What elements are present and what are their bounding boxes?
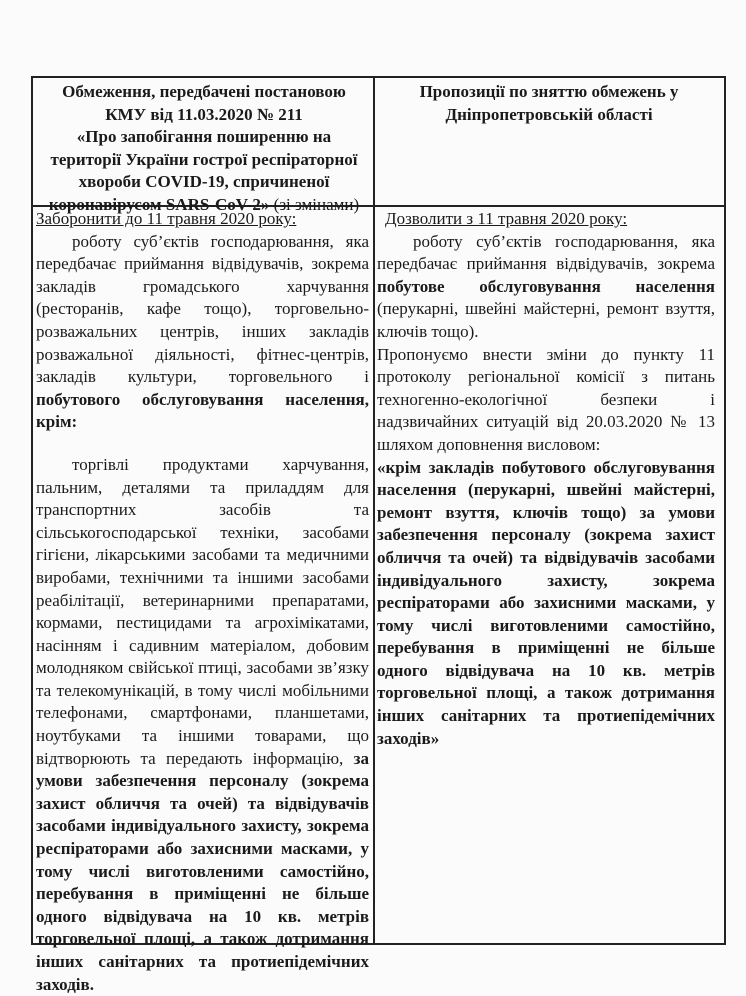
left-column-body bbox=[36, 208, 369, 996]
header-left-suffix: (зі змінами) bbox=[269, 194, 360, 214]
header-left-line: КМУ від 11.03.2020 № 211 bbox=[105, 104, 303, 124]
header-left-line: території України гострої респіраторної bbox=[50, 149, 358, 169]
right-p1-bold: побутове обслуговування населення bbox=[377, 276, 715, 296]
column-divider bbox=[373, 78, 375, 943]
left-heading: Заборонити до 11 травня 2020 року: bbox=[36, 209, 297, 228]
left-p2-text: торгівлі продуктами харчування, пальним, деталями та приладдям для транспортних засобів та сільськогосподарської техніки, засобами гігієни, лікарськими засобами та медичними виробами, технічними та іншими засобами реабілітації, ветеринарними препаратами, кормами, пестицидами та агрохімікатами, насінням і садивним матеріалом, добовим молодняком свійської птиці, засобами зв’язку та телекомунікацій, в тому числі мобільними телефонами, смартфонами, планшетами, ноутбуками та іншими товарами, що відтворюють та передають інформацію, bbox=[36, 454, 369, 768]
header-right-line: Пропозиції по зняттю обмежень у bbox=[419, 82, 679, 101]
header-right-line: Дніпропетровській області bbox=[445, 104, 653, 124]
left-p2-bold: за умови забезпечення персоналу (зокрема захист обличчя та очей) та відвідувачів засобами індивідуального захисту, зокрема респіраторами або захисними масками, у тому числі виготовленими самостійно, перебування в приміщенні не більше одного відвідувача на 10 кв. метрів торговельної площі, а також дотримання інших санітарних та протиепідемічних заходів. bbox=[36, 748, 369, 994]
header-left-line: «Про запобігання поширенню на bbox=[76, 127, 332, 147]
right-heading: Дозволити з 11 травня 2020 року: bbox=[385, 209, 628, 228]
header-left-line: хвороби COVID-19, спричиненої bbox=[78, 172, 330, 192]
restrictions-table bbox=[31, 76, 726, 994]
right-p1-text: роботу суб’єктів господарювання, яка передбачає приймання відвідувачів, зокрема bbox=[377, 231, 715, 274]
header-left-line: Обмеження, передбачені постановою bbox=[62, 82, 346, 101]
header-left-line-text: коронавірусом SARS-CoV-2» bbox=[48, 194, 270, 214]
left-paragraph-1 bbox=[36, 231, 369, 434]
left-p1-bold: побутового обслуговування населення, крім: bbox=[36, 389, 369, 432]
left-paragraph-2 bbox=[36, 454, 369, 996]
left-p1-text: роботу суб’єктів господарювання, яка передбачає приймання відвідувачів, зокрема закладів громадського харчування (ресторанів, кафе тощо), торговельно-розважальних центрів, інших закладів розважальної діяльності, фітнес-центрів, закладів культури, торговельного і bbox=[36, 231, 369, 387]
right-p3-bold: «крім закладів побутового обслуговування населення (перукарні, швейні майстерні, ремонт взуття, ключів тощо) за умови забезпечення персоналу (зокрема захист обличчя та очей) та відвідувачів засобами індивідуального захисту, зокрема респіраторами або захисними масками, у тому числі виготовленими самостійно, перебування в приміщенні не більше одного відвідувача на 10 кв. метрів торговельної площі, а також дотримання інших санітарних та протиепідемічних заходів» bbox=[377, 457, 715, 748]
right-paragraph-1 bbox=[377, 231, 715, 344]
paragraph-gap bbox=[36, 434, 369, 454]
right-column-body bbox=[377, 208, 715, 750]
right-paragraph-2: Пропонуємо внести зміни до пункту 11 протоколу регіональної комісії з питань техногенно-екологічної безпеки і надзвичайних ситуацій від 20.03.2020 № 13 шляхом доповнення висловом: bbox=[377, 344, 715, 454]
header-right bbox=[379, 81, 719, 126]
right-paragraph-3 bbox=[377, 457, 715, 751]
right-p1-tail: (перукарні, швейні майстерні, ремонт взуття, ключів тощо). bbox=[377, 299, 715, 341]
header-left bbox=[37, 81, 371, 217]
